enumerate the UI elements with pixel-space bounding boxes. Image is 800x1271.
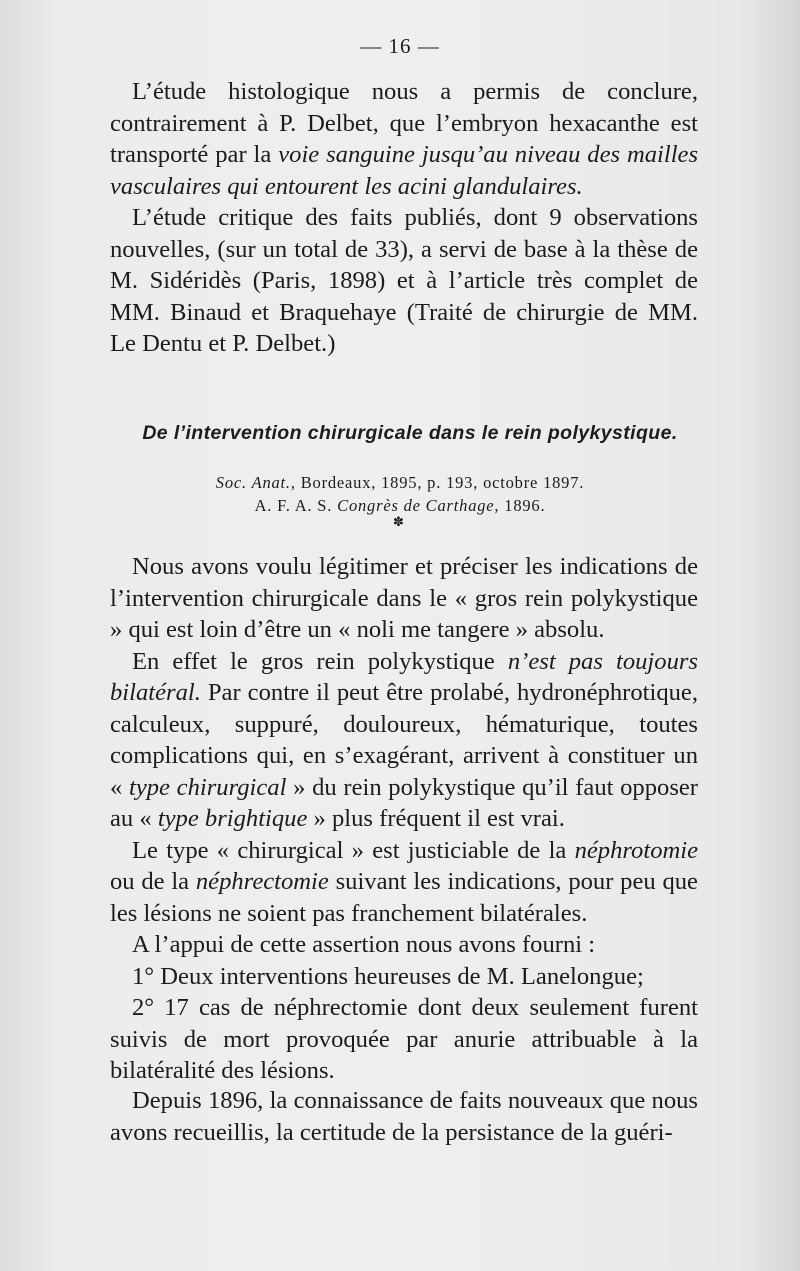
list-item-1: 1° Deux interventions heureuses de M. Lanelongue; <box>132 962 644 990</box>
page-number: — 16 — <box>360 34 440 58</box>
section-title: De l’intervention chirurgicale dans le rein polykystique. <box>142 422 678 444</box>
paragraph-surgical-type: Le type « chirurgical » est justiciable de la néphrotomie ou de la néphrectomie suivant les indications, pour peu que les lésions ne soient pas franchement bilatérales. <box>110 836 698 927</box>
body-text-block <box>110 551 698 1087</box>
ornament-icon: ✽ <box>393 515 404 530</box>
list-item-2: 2° 17 cas de néphrectomie dont deux seulement furent suivis de mort provoquée par anurie attribuable à la bilatéralité des lésions. <box>110 994 698 1084</box>
paragraph-critical-study: L’étude critique des faits publiés, dont 9 observations nouvelles, (sur un total de 33), a servi de base à la thèse de M. Sidéridès (Paris, 1898) et à l’article très complet de MM. Binaud et Braquehaye (Traité de chirurgie de MM. Le Dentu et P. Delbet.) <box>110 204 698 357</box>
italic-emphasis: voie sanguine jusqu’au niveau des mailles vasculaires qui entourent les acini glandulaires. <box>110 141 699 200</box>
paragraph-assertion: A l’appui de cette assertion nous avons fourni : <box>132 931 596 958</box>
citation-afas: A. F. A. S. Congrès de Carthage, 1896. <box>254 496 546 515</box>
paragraph-indications: Nous avons voulu légitimer et préciser les indications de l’intervention chirurgicale dans le « gros rein polykystique » qui est loin d’être un « noli me tangere » absolu. <box>110 553 698 643</box>
paragraph-bilateral: En effet le gros rein polykystique n’est pas toujours bilatéral. Par contre il peut être prolabé, hydronéphrotique, calculeux, suppuré, douloureux, hématurique, toutes complications qui, en s’exagérant, arrivent à constituer un « type chirurgical » du rein polykystique qu’il faut opposer au « type brightique » plus fréquent il est vrai. <box>110 647 699 832</box>
citation-soc-anat: Soc. Anat., Bordeaux, 1895, p. 193, octobre 1897. <box>215 473 585 492</box>
intro-text-block <box>110 76 698 360</box>
paragraph-since-1896: Depuis 1896, la connaissance de faits nouveaux que nous avons recueillis, la certitude de la persistance de la guéri- <box>110 1087 698 1146</box>
closing-text-block <box>110 1085 698 1148</box>
paragraph-histology: L’étude histologique nous a permis de conclure, contrairement à P. Delbet, que l’embryon hexacanthe est transporté par la voie sanguine jusqu’au niveau des mailles vasculaires qui entourent les acini glandulaires. <box>110 78 699 200</box>
